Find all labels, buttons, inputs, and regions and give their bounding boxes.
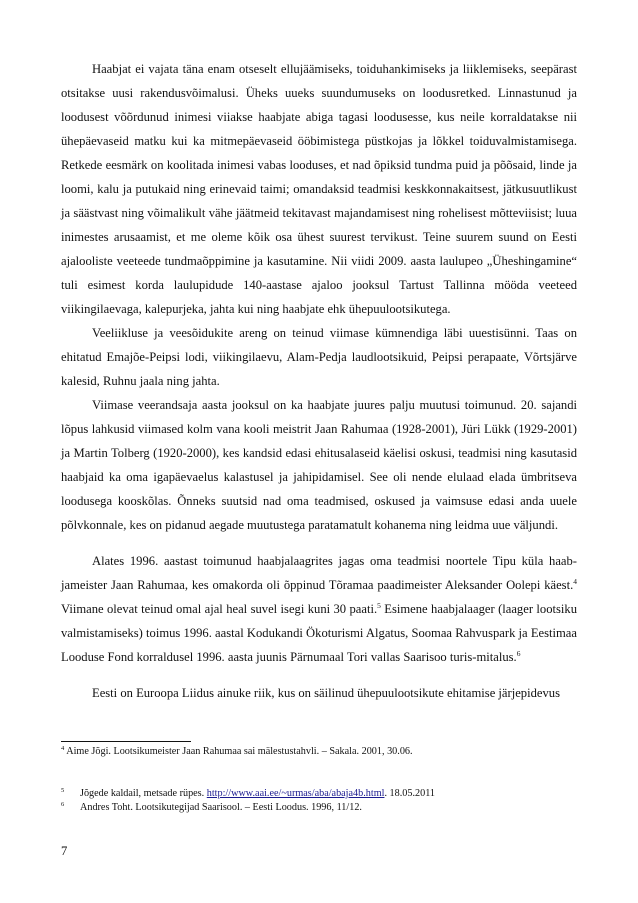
footnote-6: [61, 801, 362, 815]
footnote-separator: [61, 741, 191, 742]
footnote-5: [61, 787, 435, 801]
body-text: [61, 57, 577, 705]
paragraph-5: Eesti on Euroopa Liidus ainuke riik, kus on säilinud ühepuulootsikute ehitamise järjepidevus: [92, 686, 560, 700]
paragraph-3: Viimase veerandsaja aasta jooksul on ka haabjate juures palju muutusi toimunud. 20. sajandi lõpus lahkusid viimased kolm vana kooli meistrit Jaan Rahumaa (1928-2001), Jüri Lükk (1929-2001) ja Martin Tolberg (1920-2000), kes kandsid edasi ehitusalaseid käelisi oskusi, teadmisi ning kasutasid haabjaid ka oma igapäevaelus kalastusel ja jahipidamisel. See oli nende elulaad elada ümbritseva loodusega kooskõlas. Õnneks suutsid nad oma teadmised, oskused ja vaimsuse edasi anda uuele põlvkonnale, kes on pidanud aegade muutustega paratamatult kohanema ning leidma uue väljundi.: [61, 398, 577, 532]
footnote-5-marker: 5: [61, 787, 65, 794]
footnote-ref-4[interactable]: 4: [573, 577, 577, 586]
footnote-4-text: Aime Jõgi. Lootsikumeister Jaan Rahumaa sai mälestustahvli. – Sakala. 2001, 30.06.: [66, 746, 413, 757]
paragraph-4-part-b: Viimane olevat teinud omal ajal heal suvel isegi kuni 30 paati.: [61, 602, 378, 616]
footnote-ref-5[interactable]: 5: [377, 601, 381, 610]
paragraph-4-part-a: Alates 1996. aastast toimunud haabjalaagrites jagas oma teadmisi noortele Tipu küla haab-jameister Jaan Rahumaa, kes omakorda oli õppinud Tõramaa paadimeister Aleksander Oolepi käest.: [61, 554, 577, 592]
footnote-4: [61, 745, 413, 759]
page-number: 7: [61, 844, 68, 858]
footnote-5-text-after: . 18.05.2011: [384, 788, 436, 799]
paragraph-4-part-c: Esimene haabjalaager (laager lootsiku valmistamiseks) toimus 1996. aastal Kodukandi Ökoturismi Algatus, Soomaa Rahvuspark ja Eestimaa Looduse Fond korraldusel 1996. aasta juunis Pärnumaal Tori vallas Saarisoo turis-mitalus.: [61, 602, 577, 664]
footnote-5-text-before: Jõgede kaldail, metsade rüpes.: [80, 788, 207, 799]
paragraph-1: Haabjat ei vajata täna enam otseselt ellujäämiseks, toiduhankimiseks ja liiklemiseks, seepärast otsitakse uusi rakendusvõimalusi. Üheks uueks suundumuseks on loodusretked. Linnastunud ja loodusest võõrdunud inimesi viiakse haabjate abiga tagasi loodusesse, kus neile korraldatakse nii ühepäevaseid matku kui ka mitmepäevaseid ööbimistega püstkojas ja lõkkel toiduvalmistamisega. Retkede eesmärk on koolitada inimesi vabas looduses, et nad õpiksid tundma puid ja põõsaid, linde ja loomi, kalu ja putukaid ning erinevaid taimi; omandaksid teadmisi keskkonnakaitsest, jätkusuutlikust ja säästvast ning võimalikult vähe jäätmeid tekitavast majandamisest ning rohelisest mõtteviisist; luua inimestes arusaamist, et me oleme kõik osa ühest suurest tervikust. Teine suurem suund on Eesti ajalooliste veeteede tundmaõppimine ja kasutamine. Nii viidi 2009. aasta laulupeo „Üheshingamine“ tuli esimest korda laulupidude 140-aastase ajaloo jooksul Tartust Tallinna mööda veeteed viikingilaevaga, kalepurjeka, jahta kui ning haabjate ehk ühepuulootsikutega.: [61, 62, 577, 316]
footnote-4-marker: 4: [61, 745, 65, 752]
footnote-ref-6[interactable]: 6: [516, 649, 521, 658]
footnote-6-marker: 6: [61, 801, 65, 808]
paragraph-4: [61, 549, 577, 669]
footnote-6-text: Andres Toht. Lootsikutegijad Saarisool. – Eesti Loodus. 1996, 11/12.: [80, 802, 362, 813]
paragraph-2: Veeliikluse ja veesõidukite areng on teinud viimase kümnendiga läbi uuestisünni. Taas on ehitatud Emajõe-Peipsi lodi, viikingilaevu, Alam-Pedja laudlootsikuid, Peipsi perapaate, Võrtsjärve kalesid, Ruhnu jaala ning jahta.: [61, 326, 577, 388]
footnote-5-link[interactable]: http://www.aai.ee/~urmas/aba/abaja4b.html: [206, 788, 385, 799]
